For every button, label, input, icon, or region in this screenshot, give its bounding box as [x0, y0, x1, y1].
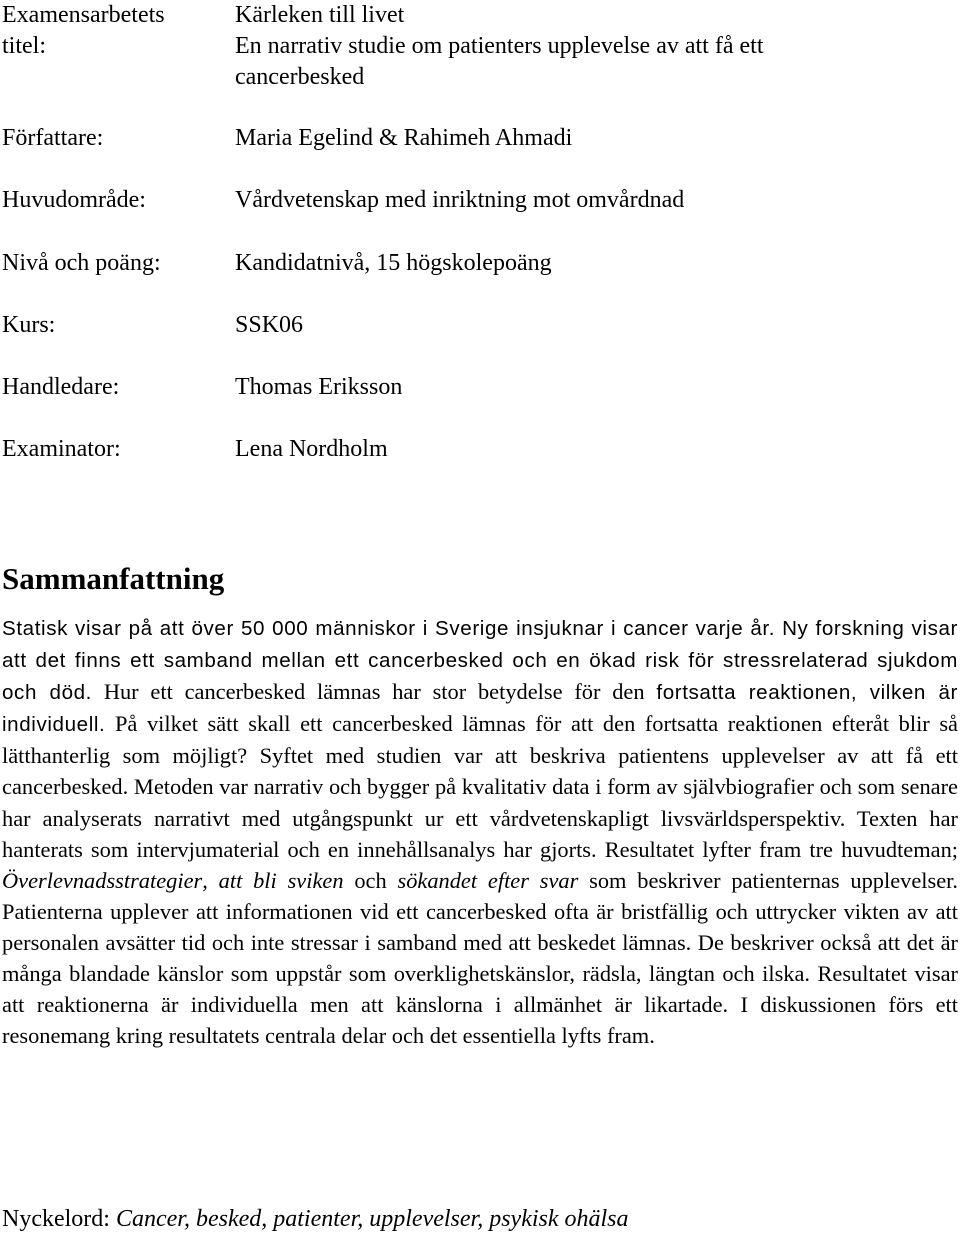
title-value — [235, 0, 958, 93]
theme-being-betrayed: att bli sviken — [218, 867, 344, 893]
title-label — [2, 0, 227, 62]
examiner-value: Lena Nordholm — [235, 436, 388, 462]
title-line2: En narrativ studie om patienters upplevelse av att få ett — [235, 33, 764, 59]
title-line3: cancerbesked — [235, 64, 365, 90]
abstract-sentence-3: fortsatta reaktionen, vilken är individuell. — [2, 681, 958, 737]
title-label-line1: Examensarbetets — [2, 2, 165, 28]
theme-separator-1: , — [202, 867, 219, 893]
course-label: Kurs: — [2, 312, 56, 338]
abstract-sentence-2: Hur ett cancerbesked lämnas har stor betydelse för den — [92, 679, 657, 705]
abstract-heading: Sammanfattning — [2, 561, 225, 596]
theme-separator-2: och — [343, 867, 398, 893]
title-label-line2: titel: — [2, 33, 46, 59]
main-area-value: Vårdvetenskap med inriktning mot omvårdnad — [235, 187, 685, 213]
level-label: Nivå och poäng: — [2, 250, 161, 276]
supervisor-label: Handledare: — [2, 374, 120, 400]
main-area-label: Huvudområde: — [2, 187, 146, 213]
theme-survival-strategies: Överlevnadsstrategier — [2, 867, 203, 893]
abstract-text — [2, 612, 958, 1051]
keywords-label: Nyckelord: — [2, 1206, 116, 1232]
author-value: Maria Egelind & Rahimeh Ahmadi — [235, 125, 573, 151]
abstract-sentence-5: som beskriver patienternas upplevelser. Patienterna upplever att informationen vid ett cancerbesked ofta är bristfällig och uttrycker vikten av att personalen avsätter tid och inte stressar i samband med att beskedet lämnas. De beskriver också att det är många blandade känslor som uppstår som overklighetskänslor, rädsla, längtan och ilska. Resultatet visar att reaktionerna är individuella men att känslorna i allmänhet är likartade. I diskussionen förs ett resonemang kring resultatets centrala delar och det essentiella lyfts fram. — [2, 867, 958, 1049]
abstract-sentence-1: Statisk visar på att över 50 000 människor i Sverige insjuknar i cancer varje år. Ny forskning visar att det finns ett samband mellan ett cancerbesked och en ökad risk för stressrelaterad sjukdom och död. — [2, 617, 958, 705]
author-label: Författare: — [2, 125, 104, 151]
title-line1: Kärleken till livet — [235, 2, 405, 28]
abstract-sentence-4: På vilket sätt skall ett cancerbesked lämnas för att den fortsatta reaktionen efteråt blir så lätthanterlig som möjligt? Syftet med studien var att beskriva patientens upplevelser av att få ett cancerbesked. Metoden var narrativ och bygger på kvalitativ data i form av självbiografier och som senare har analyserats narrativt med utgångspunkt ur ett vårdvetenskapligt livsvärldsperspektiv. Texten har hanterats som intervjumaterial och en innehållsanalys har gjorts. Resultatet lyfter fram tre huvudteman; — [2, 711, 958, 862]
supervisor-value: Thomas Eriksson — [235, 374, 403, 400]
examiner-label: Examinator: — [2, 436, 121, 462]
keywords-line — [2, 1204, 629, 1235]
level-value: Kandidatnivå, 15 högskolepoäng — [235, 250, 552, 276]
keywords-values: Cancer, besked, patienter, upplevelser, psykisk ohälsa — [115, 1206, 629, 1232]
course-value: SSK06 — [235, 312, 304, 338]
theme-search-for-answers: sökandet efter svar — [397, 867, 579, 893]
